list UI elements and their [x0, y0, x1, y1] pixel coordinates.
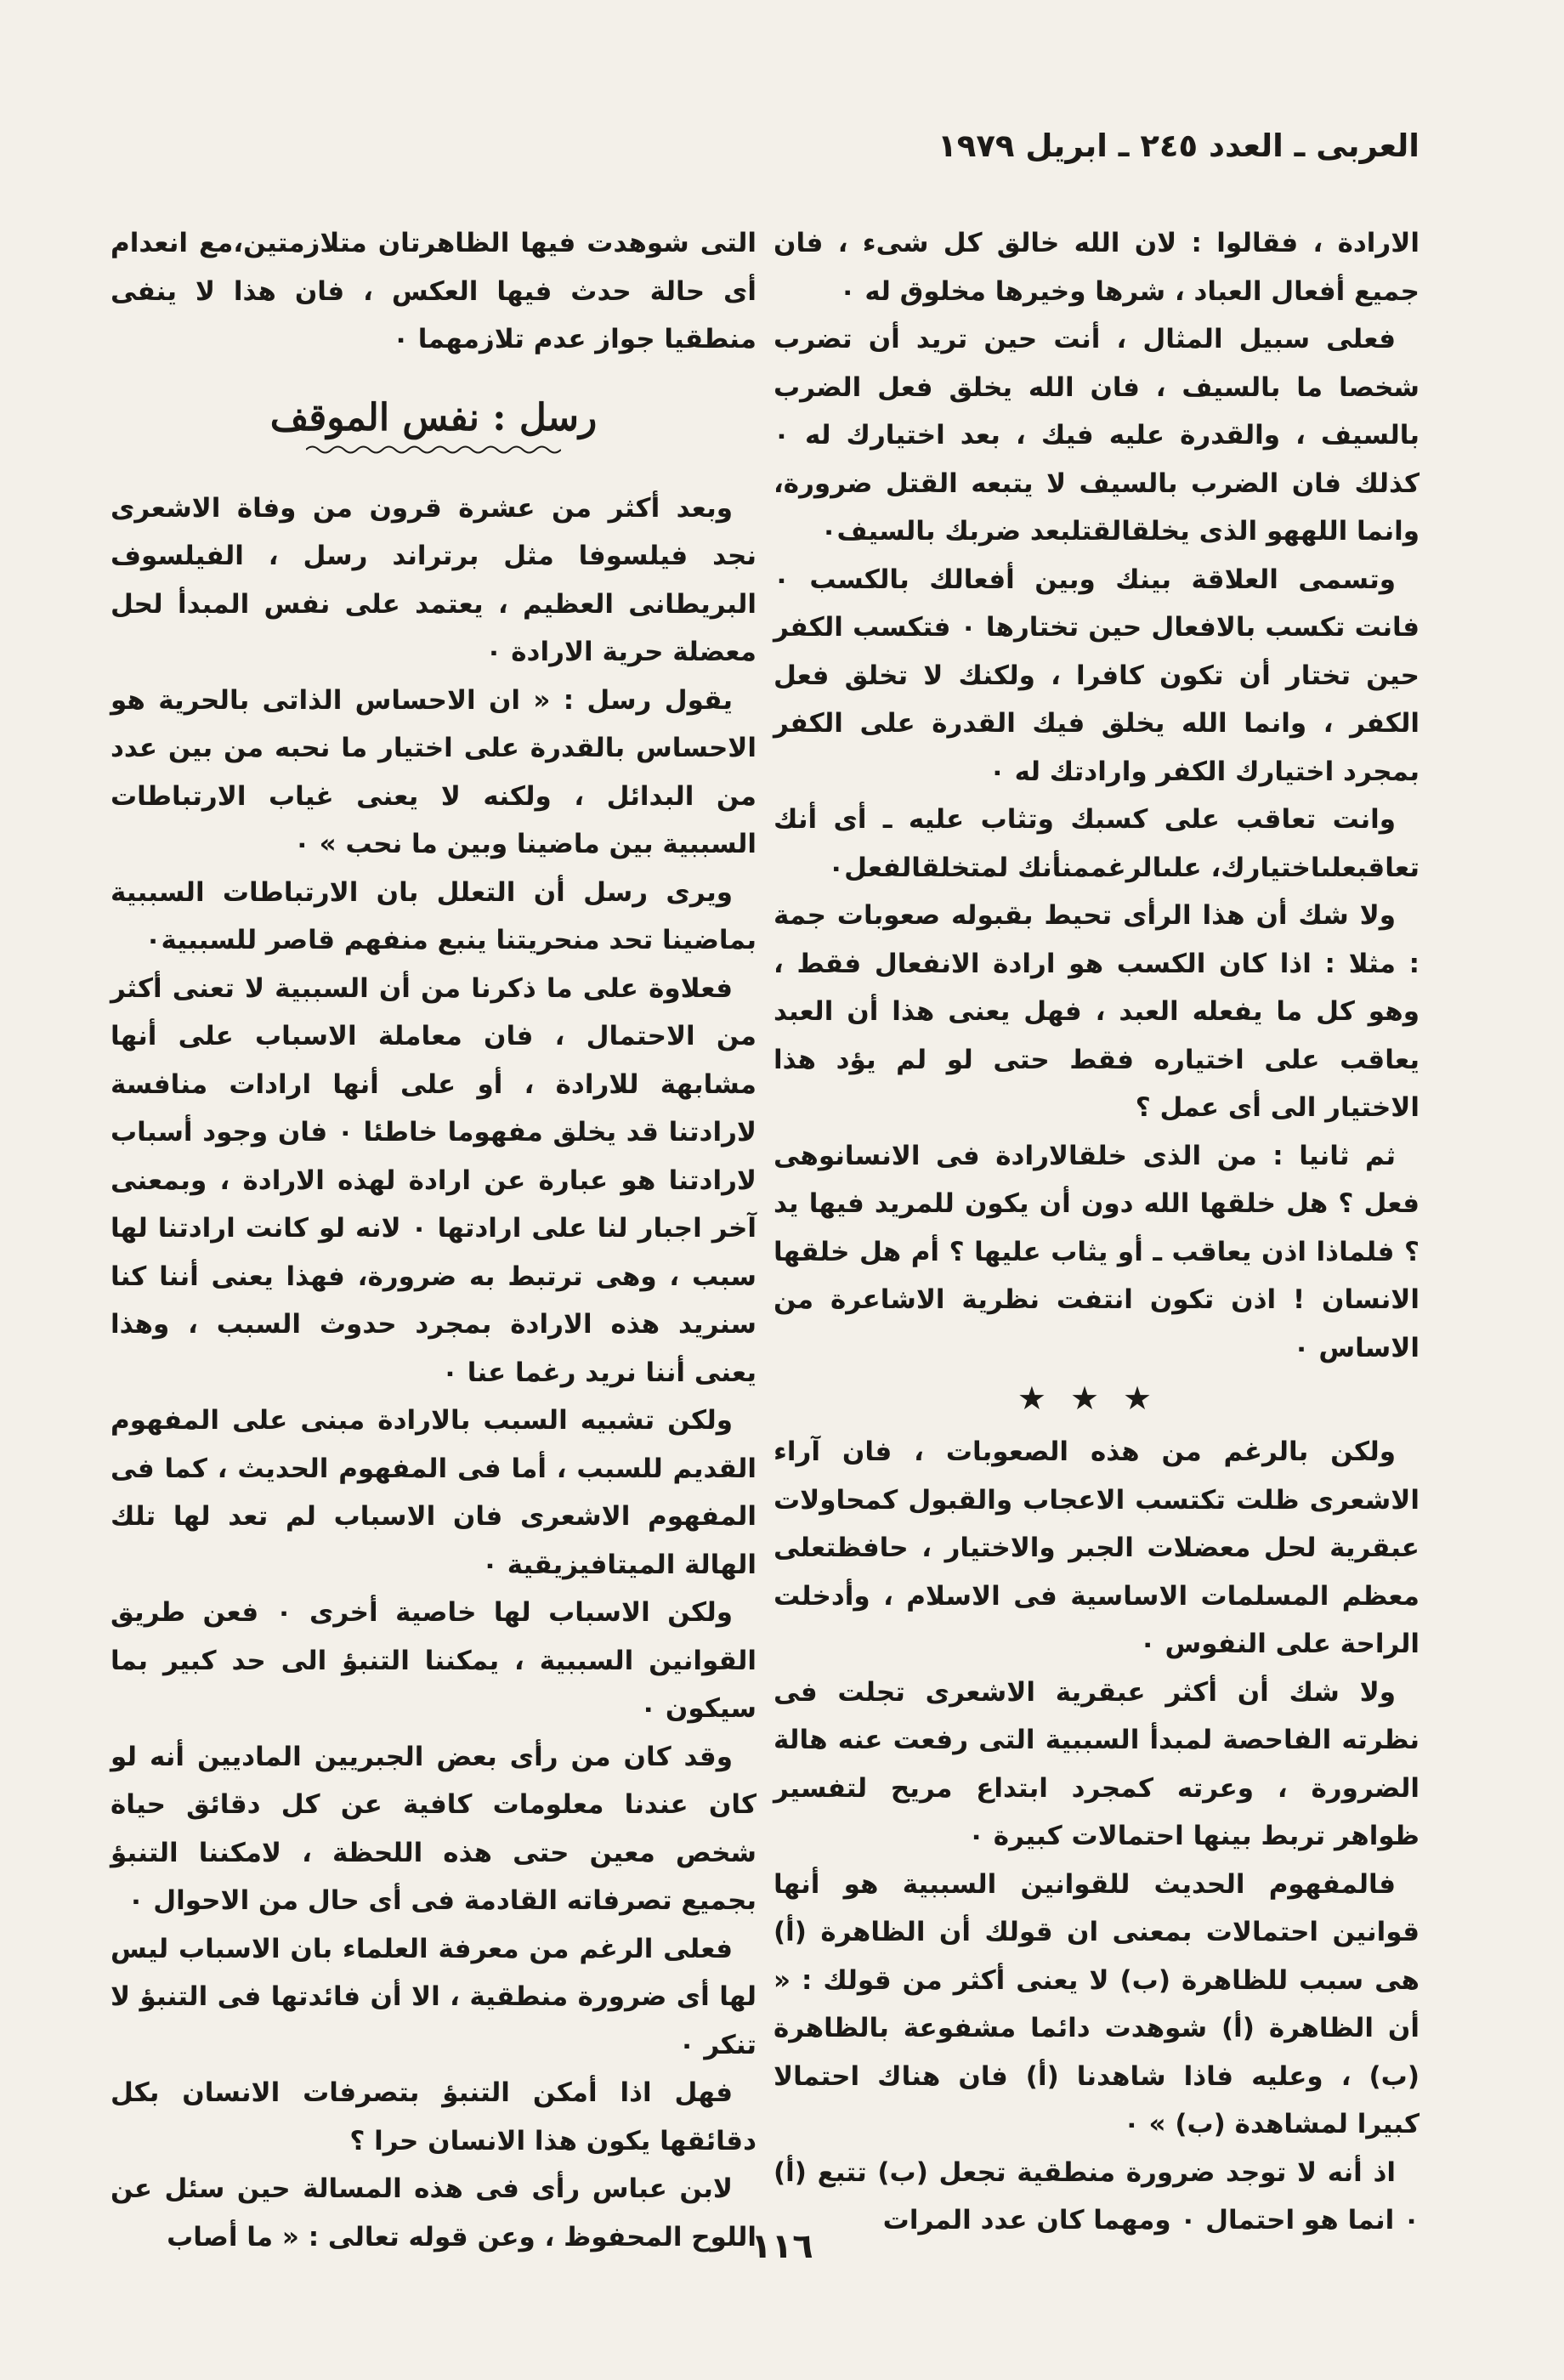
paragraph: فالمفهوم الحديث للقوانين السببية هو أنها قوانين احتمالات بمعنى ان قولك أن الظاهرة (أ) هى سبب للظاهرة (ب) لا يعنى أكثر من قولك : « أن الظاهرة (أ) شوهدت دائما مشفوعة بالظاهرة (ب) ، وعليه فاذا شاهدنا (أ) فان هناك احتمالا كبيرا لمشاهدة (ب) » ٠	[774, 1868, 1420, 2139]
paragraph: فهل اذا أمكن التنبؤ بتصرفات الانسان بكل دقائقها يكون هذا الانسان حرا ؟	[110, 2077, 756, 2156]
wavy-underline	[306, 444, 561, 456]
paragraph: لابن عباس رأى فى هذه المسالة حين سئل عن اللوح المحفوظ ، وعن قوله تعالى : « ما أصاب	[110, 2173, 756, 2252]
paragraph: ثم ثانيا : من الذى خلقالارادة فى الانسانوهى فعل ؟ هل خلقها الله دون أن يكون للمريد فيها يد ؟ فلماذا اذن يعاقب ـ أو يثاب عليها ؟ أم هل خلقها الانسان ! اذن تكون انتفت نظرية الاشاعرة من الاساس ٠	[774, 1140, 1420, 1363]
paragraph: ولكن الاسباب لها خاصية أخرى ٠ فعن طريق القوانين السببية ، يمكننا التنبؤ الى حد كبير بما سيكون ٠	[110, 1597, 756, 1724]
paragraph: وانت تعاقب على كسبك وتثاب عليه ـ أى أنك تعاقبعلىاختيارك، علىالرغممنأنك لمتخلقالفعل٠	[774, 804, 1420, 883]
paragraph: التى شوهدت فيها الظاهرتان متلازمتين،مع انعدام أى حالة حدث فيها العكس ، فان هذا لا ينفى منطقيا جواز عدم تلازمهما ٠	[110, 228, 756, 354]
section-separator-stars: ★★★	[1017, 1380, 1176, 1417]
paragraph: ولا شك أن هذا الرأى تحيط بقبوله صعوبات جمة : مثلا : اذا كان الكسب هو ارادة الانفعال فقط ، وهو كل ما يفعله العبد ، فهل يعنى هذا أن العبد يعاقب على اختياره فقط حتى لو لم يؤد هذا الاختيار الى أى عمل ؟	[774, 900, 1420, 1123]
paragraph: ويرى رسل أن التعلل بان الارتباطات السببية بماضينا تحد منحريتنا ينبع منفهم قاصر للسببية٠	[110, 876, 756, 955]
right-column	[774, 219, 1420, 2245]
left-column	[110, 219, 756, 2261]
paragraph: الارادة ، فقالوا : لان الله خالق كل شىء ، فان جميع أفعال العباد ، شرها وخيرها مخلوق له ٠	[774, 228, 1420, 307]
subheading-text: رسل : نفس الموقف	[269, 395, 598, 439]
section-subheading	[110, 393, 756, 456]
paragraph: ولا شك أن أكثر عبقرية الاشعرى تجلت فى نظرته الفاحصة لمبدأ السببية التى رفعت عنه هالة الضرورة ، وعرته كمجرد ابتداع مريح لتفسير ظواهر تربط بينها احتمالات كبيرة ٠	[774, 1676, 1420, 1851]
paragraph: وقد كان من رأى بعض الجبريين الماديين أنه لو كان عندنا معلومات كافية عن كل دقائق حياة شخص معين حتى هذه اللحظة ، لامكننا التنبؤ بجميع تصرفاته القادمة فى أى حال من الاحوال ٠	[110, 1741, 756, 1916]
paragraph: فعلى سبيل المثال ، أنت حين تريد أن تضرب شخصا ما بالسيف ، فان الله يخلق فعل الضرب بالسيف ، والقدرة عليه فيك ، بعد اختيارك له ٠ كذلك فان الضرب بالسيف لا يتبعه القتل ضرورة، وانما اللههو الذى يخلقالقتلبعد ضربك بالسيف٠	[774, 324, 1420, 547]
page-number: ١١٦	[751, 2227, 813, 2266]
paragraph: اذ أنه لا توجد ضرورة منطقية تجعل (ب) تتبع (أ) ٠ انما هو احتمال ٠ ومهما كان عدد المرات	[774, 2156, 1420, 2236]
paragraph: وتسمى العلاقة بينك وبين أفعالك بالكسب ٠ فانت تكسب بالافعال حين تختارها ٠ فتكسب الكفر حين تختار أن تكون كافرا ، ولكنك لا تخلق فعل الكفر ، وانما الله يخلق فيك القدرة على الكفر بمجرد اختيارك الكفر وارادتك له ٠	[774, 564, 1420, 787]
running-header: العربى ـ العدد ٢٤٥ ـ ابريل ١٩٧٩	[938, 128, 1420, 164]
paragraph: فعلى الرغم من معرفة العلماء بان الاسباب ليس لها أى ضرورة منطقية ، الا أن فائدتها فى التنبؤ لا تنكر ٠	[110, 1933, 756, 2060]
paragraph: ولكن تشبيه السبب بالارادة مبنى على المفهوم القديم للسبب ، أما فى المفهوم الحديث ، كما فى المفهوم الاشعرى فان الاسباب لم تعد لها تلك الهالة الميتافيزيقية ٠	[110, 1405, 756, 1580]
paragraph: يقول رسل : « ان الاحساس الذاتى بالحرية هو الاحساس بالقدرة على اختيار ما نحبه من بين عدد من البدائل ، ولكنه لا يعنى غياب الارتباطات السببية بين ماضينا وبين ما نحب » ٠	[110, 684, 756, 859]
paragraph: فعلاوة على ما ذكرنا من أن السببية لا تعنى أكثر من الاحتمال ، فان معاملة الاسباب على أنها مشابهة للارادة ، أو على أنها ارادات منافسة لارادتنا قد يخلق مفهوما خاطئا ٠ فان وجود أسباب لارادتنا هو عبارة عن ارادة لهذه الارادة ، وبمعنى آخر اجبار لنا على ارادتها ٠ لانه لو كانت ارادتنا لها سبب ، وهى ترتبط به ضرورة، فهذا يعنى أننا كنا سنريد هذه الارادة بمجرد حدوث السبب ، وهذا يعنى أننا نريد رغما عنا ٠	[110, 972, 756, 1388]
paragraph: ولكن بالرغم من هذه الصعوبات ، فان آراء الاشعرى ظلت تكتسب الاعجاب والقبول كمحاولات عبقرية لحل معضلات الجبر والاختيار ، حافظتعلى معظم المسلمات الاساسية فى الاسلام ، وأدخلت الراحة على النفوس ٠	[774, 1436, 1420, 1659]
paragraph: وبعد أكثر من عشرة قرون من وفاة الاشعرى نجد فيلسوفا مثل برتراند رسل ، الفيلسوف البريطانى العظيم ، يعتمد على نفس المبدأ لحل معضلة حرية الارادة ٠	[110, 492, 756, 667]
